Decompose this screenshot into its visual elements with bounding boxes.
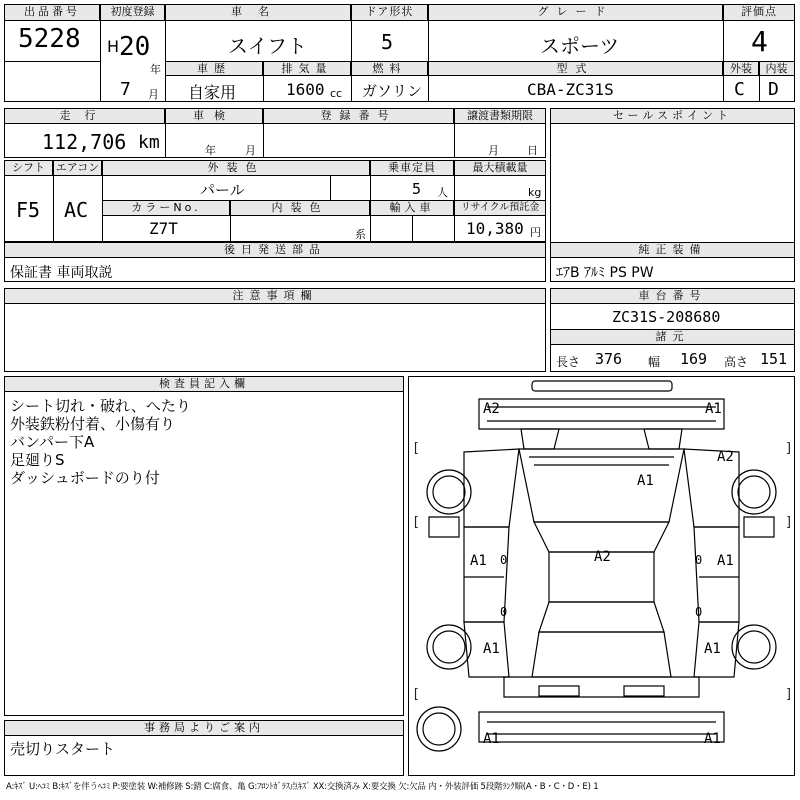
recycle-deposit-label: リサイクル預託金 [455, 201, 545, 216]
displacement-label: 排気量 [264, 62, 351, 76]
damage-mark: A1 [483, 641, 500, 657]
damage-mark: A1 [483, 731, 500, 747]
length: 376 [595, 350, 623, 368]
damage-mark: A1 [717, 553, 734, 569]
car-damage-diagram [408, 376, 795, 776]
exterior-color: パール [200, 181, 245, 199]
legend: A:ｷｽﾞ U:ﾍｺﾐ B:ｷｽﾞを伴うﾍｺﾐ P:要塗装 W:補修跡 S:錆 C:腐食、亀 G:ﾌﾛﾝﾄｶﾞﾗｽ点ｷｽﾞ XX:交換済み X:要交換 欠:欠品 内・外装評価 5段階ﾗﾝｸ順(A・B・C・D・E) 1 [6, 782, 599, 792]
office-guidance-label: 事務局よりご案内 [5, 721, 403, 736]
bracket-right-low: ] [785, 687, 793, 702]
exterior-grade: C [734, 79, 745, 100]
inspector-note: ダッシュボードのり付 [10, 469, 160, 487]
minor-mark: 0 [695, 553, 703, 567]
inspection-year-unit: 年 [205, 144, 216, 157]
bracket-left-mid: [ [412, 515, 420, 530]
later-parts: 保証書 車両取説 [10, 265, 113, 281]
month-unit: 月 [148, 88, 159, 101]
door-type-label: ドア形状 [352, 5, 428, 21]
damage-mark: A1 [470, 553, 487, 569]
model-code-label: 型式 [429, 62, 723, 76]
mileage-unit: km [138, 132, 160, 153]
damage-mark: A2 [483, 401, 500, 417]
first-registration-label: 初度登録 [101, 5, 165, 21]
width-label: 幅 [648, 355, 661, 369]
inspection-month-unit: 月 [245, 144, 256, 157]
recycle-deposit-unit: 円 [530, 226, 541, 239]
bracket-right-mid: ] [785, 515, 793, 530]
damage-mark: A1 [637, 473, 654, 489]
max-load-label: 最大積載量 [455, 161, 545, 176]
minor-mark: 0 [500, 605, 508, 619]
bracket-right-top: ] [785, 441, 793, 456]
inspector-notes-label: 検査員記入欄 [5, 377, 403, 392]
transfer-deadline-label: 譲渡書類期限 [455, 109, 545, 124]
minor-mark: 0 [695, 605, 703, 619]
later-parts-label: 後日発送部品 [5, 243, 545, 258]
fuel: ガソリン [362, 82, 423, 100]
inspection-label: 車検 [166, 109, 263, 124]
length-label: 長さ [556, 355, 581, 369]
bracket-left-low: [ [412, 687, 420, 702]
office-guidance: 売切りスタート [10, 740, 116, 758]
registration-number-label: 登録番号 [264, 109, 454, 124]
damage-mark: A2 [717, 449, 734, 465]
grade-label: グレード [429, 5, 723, 21]
recycle-deposit: 10,380 [466, 219, 524, 238]
capacity: 5 [412, 180, 422, 198]
grade: スポーツ [540, 34, 620, 58]
inspector-note: 足廻りS [10, 451, 65, 469]
minor-mark: 0 [500, 553, 508, 567]
lot-number: 5228 [18, 24, 81, 54]
chassis-number-label: 車台番号 [551, 289, 794, 304]
capacity-unit: 人 [437, 186, 448, 199]
era: H [107, 37, 120, 56]
registration-month: 7 [120, 79, 131, 100]
transfer-day-unit: 日 [527, 144, 538, 157]
chassis-number: ZC31S-208680 [612, 308, 721, 326]
damage-mark: A1 [704, 731, 721, 747]
sales-point-label: セールスポイント [551, 109, 794, 124]
equipment-label: 純正装備 [551, 243, 794, 258]
fuel-label: 燃料 [352, 62, 428, 76]
exterior-grade-label: 外装 [724, 62, 759, 76]
aircon-label: エアコン [54, 161, 102, 176]
height: 151 [760, 350, 788, 368]
inspector-note: 外装鉄粉付着、小傷有り [10, 415, 176, 433]
displacement-unit: cc [330, 87, 343, 100]
overall-score: 4 [751, 25, 768, 58]
door-type: 5 [381, 30, 394, 54]
capacity-label: 乗車定員 [371, 161, 454, 176]
lot-number-label: 出品番号 [5, 5, 100, 21]
model-name: スイフト [228, 34, 307, 58]
inspector-note: バンパー下A [10, 433, 95, 451]
interior-grade: D [768, 79, 779, 100]
mileage-label: 走行 [5, 109, 165, 124]
score-label: 評価点 [724, 5, 794, 21]
interior-color-label: 内装色 [231, 201, 370, 216]
shift-label: シフト [5, 161, 53, 176]
model-code: CBA-ZC31S [527, 80, 614, 99]
max-load-unit: kg [528, 186, 542, 199]
model-label: 車名 [166, 5, 351, 21]
interior-color-unit: 系 [355, 228, 366, 241]
registration-year: 20 [119, 32, 151, 62]
damage-mark: A1 [705, 401, 722, 417]
damage-mark: A2 [594, 549, 611, 565]
mileage: 112,706 [42, 130, 127, 154]
history-label: 車歴 [166, 62, 263, 76]
aircon: AC [64, 198, 89, 222]
color-number: Z7T [149, 219, 178, 238]
car-outline [409, 377, 794, 775]
specs-label: 諸元 [551, 330, 794, 345]
height-label: 高さ [724, 355, 749, 369]
displacement: 1600 [286, 80, 325, 99]
equipment: ｴｱB ｱﾙﾐ PS PW [556, 265, 654, 281]
year-unit: 年 [150, 63, 161, 76]
color-number-label: カラーNo. [103, 201, 230, 216]
import-label: 輸入車 [371, 201, 454, 216]
bracket-left-top: [ [412, 441, 420, 456]
exterior-color-label: 外装色 [103, 161, 370, 176]
shift: F5 [16, 198, 41, 222]
inspector-note: シート切れ・破れ、へたり [10, 397, 191, 415]
notes-label: 注意事項欄 [5, 289, 545, 304]
damage-mark: A1 [704, 641, 721, 657]
transfer-month-unit: 月 [488, 144, 499, 157]
interior-grade-label: 内装 [759, 62, 794, 76]
width: 169 [680, 350, 708, 368]
history: 自家用 [188, 83, 237, 102]
